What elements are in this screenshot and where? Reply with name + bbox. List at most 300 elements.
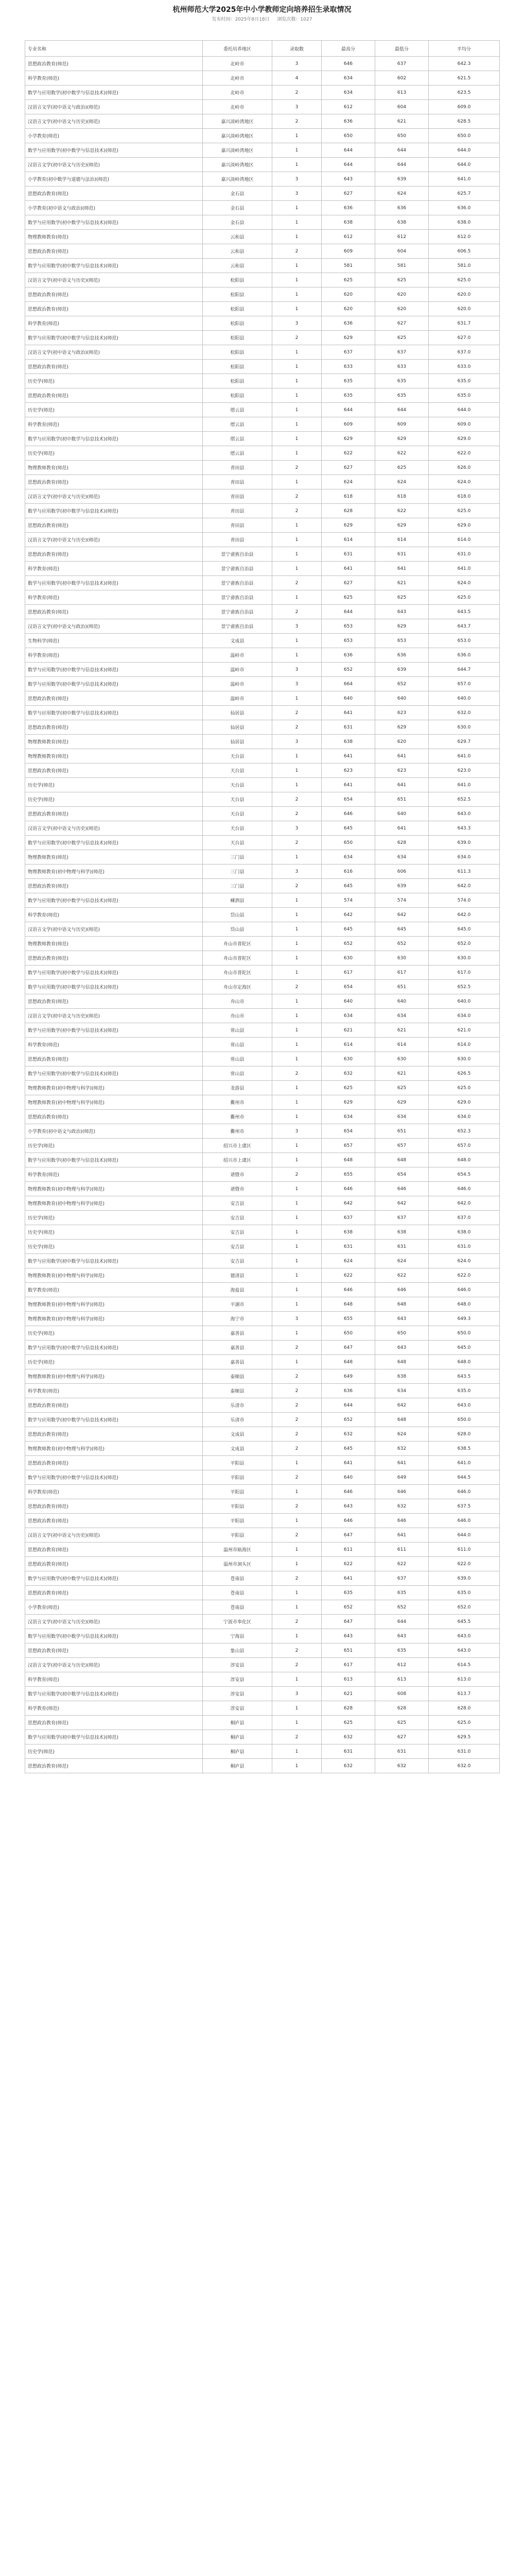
cell-plan: 1 xyxy=(272,475,322,489)
cell-max: 636 xyxy=(322,1384,375,1398)
cell-min: 634 xyxy=(375,850,429,865)
table-row xyxy=(25,1485,500,1499)
cell-max: 614 xyxy=(322,533,375,547)
cell-plan: 1 xyxy=(272,590,322,605)
cell-province: 松阳县 xyxy=(203,374,272,388)
cell-plan: 3 xyxy=(272,663,322,677)
cell-major: 思想政治教育(师范) xyxy=(25,287,203,302)
cell-avg: 652.5 xyxy=(429,980,500,994)
cell-plan: 1 xyxy=(272,1543,322,1557)
table-row xyxy=(25,778,500,792)
cell-province: 温岭市 xyxy=(203,648,272,663)
table-row xyxy=(25,1629,500,1643)
cell-plan: 1 xyxy=(272,749,322,764)
cell-avg: 625.0 xyxy=(429,590,500,605)
cell-max: 609 xyxy=(322,417,375,432)
cell-plan: 1 xyxy=(272,778,322,792)
cell-province: 舟山市 xyxy=(203,994,272,1009)
cell-province: 文成县 xyxy=(203,1427,272,1442)
cell-avg: 657.0 xyxy=(429,677,500,691)
cell-max: 636 xyxy=(322,316,375,331)
cell-province: 嘉兴淡岭湾地区 xyxy=(203,172,272,187)
cell-major: 汉语言文学(初中语文与政治)(师范) xyxy=(25,100,203,114)
cell-major: 数学与应用数学(初中数学与信息技术)(师范) xyxy=(25,663,203,677)
cell-max: 635 xyxy=(322,388,375,403)
table-row xyxy=(25,504,500,518)
cell-plan: 2 xyxy=(272,1615,322,1629)
cell-province: 三门县 xyxy=(203,879,272,893)
cell-min: 624 xyxy=(375,1254,429,1268)
cell-max: 652 xyxy=(322,1413,375,1427)
cell-province: 仙居县 xyxy=(203,735,272,749)
cell-avg: 574.0 xyxy=(429,893,500,908)
cell-avg: 625.0 xyxy=(429,1716,500,1730)
cell-province: 北岭市 xyxy=(203,71,272,86)
cell-min: 621 xyxy=(375,576,429,590)
table-row xyxy=(25,187,500,201)
cell-max: 654 xyxy=(322,980,375,994)
cell-max: 646 xyxy=(322,1485,375,1499)
cell-major: 汉语言文学(初中语文与历史)(师范) xyxy=(25,158,203,172)
cell-max: 641 xyxy=(322,562,375,576)
cell-min: 620 xyxy=(375,302,429,316)
cell-province: 绍兴市上虞区 xyxy=(203,1139,272,1153)
cell-avg: 614.0 xyxy=(429,1038,500,1052)
table-row xyxy=(25,994,500,1009)
table-row xyxy=(25,432,500,446)
cell-avg: 652.5 xyxy=(429,792,500,807)
cell-min: 644 xyxy=(375,158,429,172)
cell-avg: 643.5 xyxy=(429,605,500,619)
cell-max: 574 xyxy=(322,893,375,908)
cell-major: 数学与应用数学(初中数学与信息技术)(师范) xyxy=(25,432,203,446)
cell-major: 物理教师教育(初中物理与科学)(师范) xyxy=(25,1442,203,1456)
cell-max: 618 xyxy=(322,489,375,504)
cell-plan: 2 xyxy=(272,1369,322,1384)
cell-max: 630 xyxy=(322,1052,375,1066)
cell-max: 631 xyxy=(322,1744,375,1759)
cell-avg: 631.0 xyxy=(429,1240,500,1254)
cell-min: 623 xyxy=(375,706,429,720)
cell-min: 641 xyxy=(375,778,429,792)
cell-province: 淳安县 xyxy=(203,1658,272,1672)
cell-max: 636 xyxy=(322,201,375,215)
table-row xyxy=(25,1240,500,1254)
table-row xyxy=(25,922,500,937)
cell-province: 天台县 xyxy=(203,778,272,792)
cell-plan: 2 xyxy=(272,1730,322,1744)
cell-plan: 2 xyxy=(272,114,322,129)
cell-plan: 2 xyxy=(272,244,322,259)
cell-major: 物理教师教育(师范) xyxy=(25,937,203,951)
cell-province: 天台县 xyxy=(203,807,272,821)
cell-province: 乐清市 xyxy=(203,1398,272,1413)
cell-major: 物理教师教育(初中物理与科学)(师范) xyxy=(25,1182,203,1196)
cell-min: 646 xyxy=(375,1485,429,1499)
cell-min: 635 xyxy=(375,374,429,388)
cell-avg: 612.0 xyxy=(429,230,500,244)
table-row xyxy=(25,1312,500,1326)
cell-avg: 648.0 xyxy=(429,1153,500,1167)
cell-min: 639 xyxy=(375,663,429,677)
cell-avg: 638.5 xyxy=(429,1442,500,1456)
table-body xyxy=(25,57,500,1773)
cell-major: 科学教育(师范) xyxy=(25,1485,203,1499)
cell-max: 616 xyxy=(322,865,375,879)
cell-plan: 1 xyxy=(272,764,322,778)
cell-province: 文成县 xyxy=(203,634,272,648)
cell-min: 643 xyxy=(375,605,429,619)
cell-province: 常山县 xyxy=(203,1052,272,1066)
cell-major: 数学与应用数学(初中数学与信息技术)(师范) xyxy=(25,677,203,691)
cell-avg: 614.0 xyxy=(429,533,500,547)
cell-max: 632 xyxy=(322,1730,375,1744)
cell-major: 数学与应用数学(初中数学与信息技术)(师范) xyxy=(25,576,203,590)
cell-min: 627 xyxy=(375,316,429,331)
table-row xyxy=(25,965,500,980)
table-row xyxy=(25,1341,500,1355)
cell-max: 625 xyxy=(322,273,375,287)
cell-plan: 1 xyxy=(272,922,322,937)
cell-max: 628 xyxy=(322,504,375,518)
cell-province: 乐清市 xyxy=(203,1413,272,1427)
cell-province: 青田县 xyxy=(203,489,272,504)
cell-province: 海宁市 xyxy=(203,1312,272,1326)
cell-max: 628 xyxy=(322,1701,375,1716)
cell-major: 思想政治教育(师范) xyxy=(25,764,203,778)
cell-plan: 1 xyxy=(272,1240,322,1254)
cell-min: 637 xyxy=(375,1571,429,1586)
table-row xyxy=(25,1716,500,1730)
cell-major: 汉语言文学(初中语文与历史)(师范) xyxy=(25,273,203,287)
cell-avg: 636.0 xyxy=(429,648,500,663)
cell-max: 643 xyxy=(322,1629,375,1643)
cell-province: 象山县 xyxy=(203,1643,272,1658)
cell-major: 思想政治教育(师范) xyxy=(25,1427,203,1442)
cell-plan: 1 xyxy=(272,1629,322,1643)
cell-plan: 1 xyxy=(272,143,322,158)
cell-avg: 641.0 xyxy=(429,1456,500,1470)
table-row xyxy=(25,1543,500,1557)
cell-plan: 1 xyxy=(272,1326,322,1341)
cell-province: 仙居县 xyxy=(203,706,272,720)
cell-avg: 642.3 xyxy=(429,57,500,71)
cell-avg: 652.0 xyxy=(429,1600,500,1615)
cell-avg: 627.0 xyxy=(429,331,500,345)
cell-province: 松阳县 xyxy=(203,331,272,345)
cell-province: 嘉善县 xyxy=(203,1326,272,1341)
table-row xyxy=(25,316,500,331)
cell-province: 青田县 xyxy=(203,461,272,475)
cell-province: 嘉兴淡岭湾地区 xyxy=(203,158,272,172)
cell-max: 634 xyxy=(322,1009,375,1023)
cell-max: 632 xyxy=(322,1427,375,1442)
cell-max: 654 xyxy=(322,1124,375,1139)
cell-max: 655 xyxy=(322,1312,375,1326)
cell-avg: 646.0 xyxy=(429,1182,500,1196)
cell-min: 632 xyxy=(375,1759,429,1773)
table-row xyxy=(25,302,500,316)
cell-major: 数学与应用数学(初中数学与信息技术)(师范) xyxy=(25,1254,203,1268)
cell-avg: 634.0 xyxy=(429,1009,500,1023)
cell-min: 614 xyxy=(375,533,429,547)
table-row xyxy=(25,1658,500,1672)
cell-max: 640 xyxy=(322,1470,375,1485)
cell-major: 思想政治教育(师范) xyxy=(25,605,203,619)
cell-major: 思想政治教育(师范) xyxy=(25,1586,203,1600)
cell-plan: 3 xyxy=(272,57,322,71)
cell-min: 649 xyxy=(375,1470,429,1485)
table-row xyxy=(25,201,500,215)
cell-min: 642 xyxy=(375,1398,429,1413)
cell-min: 625 xyxy=(375,1716,429,1730)
cell-major: 思想政治教育(师范) xyxy=(25,1398,203,1413)
cell-avg: 644.0 xyxy=(429,143,500,158)
cell-major: 物理教师教育(师范) xyxy=(25,749,203,764)
cell-major: 思想政治教育(师范) xyxy=(25,1759,203,1773)
cell-major: 汉语言文学(初中语文与历史)(师范) xyxy=(25,489,203,504)
cell-max: 627 xyxy=(322,187,375,201)
cell-max: 644 xyxy=(322,143,375,158)
cell-min: 621 xyxy=(375,114,429,129)
cell-plan: 2 xyxy=(272,1398,322,1413)
cell-plan: 1 xyxy=(272,1052,322,1066)
cell-province: 景宁畲族自治县 xyxy=(203,562,272,576)
cell-max: 644 xyxy=(322,158,375,172)
cell-major: 数学与应用数学(初中数学与信息技术)(师范) xyxy=(25,143,203,158)
cell-plan: 1 xyxy=(272,1009,322,1023)
cell-plan: 1 xyxy=(272,259,322,273)
cell-plan: 1 xyxy=(272,965,322,980)
table-row xyxy=(25,807,500,821)
view-count: 浏览次数：1027 xyxy=(277,17,312,22)
publish-meta xyxy=(0,15,524,23)
cell-min: 631 xyxy=(375,547,429,562)
cell-avg: 643.0 xyxy=(429,1398,500,1413)
cell-max: 641 xyxy=(322,1456,375,1470)
cell-plan: 2 xyxy=(272,980,322,994)
cell-avg: 624.0 xyxy=(429,576,500,590)
cell-max: 644 xyxy=(322,403,375,417)
cell-plan: 1 xyxy=(272,374,322,388)
cell-min: 634 xyxy=(375,1110,429,1124)
cell-avg: 644.5 xyxy=(429,1470,500,1485)
cell-max: 652 xyxy=(322,937,375,951)
cell-province: 舟山市普陀区 xyxy=(203,965,272,980)
cell-min: 654 xyxy=(375,1167,429,1182)
cell-major: 科学教育(师范) xyxy=(25,908,203,922)
cell-plan: 2 xyxy=(272,1528,322,1543)
cell-province: 衢州市 xyxy=(203,1124,272,1139)
cell-min: 613 xyxy=(375,86,429,100)
cell-min: 642 xyxy=(375,1196,429,1211)
table-row xyxy=(25,100,500,114)
table-row xyxy=(25,749,500,764)
page-title: 杭州师范大学2025年中小学教师定向培养招生录取情况 xyxy=(172,6,352,14)
cell-plan: 2 xyxy=(272,86,322,100)
cell-avg: 640.0 xyxy=(429,691,500,706)
cell-avg: 637.0 xyxy=(429,1211,500,1225)
cell-major: 思想政治教育(师范) xyxy=(25,1543,203,1557)
cell-province: 宁波市奉化区 xyxy=(203,1615,272,1629)
cell-avg: 635.0 xyxy=(429,1384,500,1398)
cell-avg: 628.0 xyxy=(429,1701,500,1716)
cell-min: 625 xyxy=(375,461,429,475)
cell-avg: 642.0 xyxy=(429,908,500,922)
cell-major: 数学教育(师范) xyxy=(25,1283,203,1297)
cell-major: 数学与应用数学(初中数学与信息技术)(师范) xyxy=(25,965,203,980)
cell-max: 629 xyxy=(322,518,375,533)
cell-min: 640 xyxy=(375,807,429,821)
cell-avg: 648.0 xyxy=(429,1355,500,1369)
cell-min: 625 xyxy=(375,590,429,605)
cell-avg: 644.7 xyxy=(429,663,500,677)
cell-major: 科学教育(师范) xyxy=(25,1038,203,1052)
cell-plan: 1 xyxy=(272,533,322,547)
cell-major: 物理教师教育(师范) xyxy=(25,735,203,749)
cell-province: 景宁畲族自治县 xyxy=(203,576,272,590)
cell-avg: 654.5 xyxy=(429,1167,500,1182)
cell-avg: 631.0 xyxy=(429,1744,500,1759)
cell-major: 历史学(师范) xyxy=(25,403,203,417)
cell-plan: 3 xyxy=(272,1687,322,1701)
cell-province: 舟山市 xyxy=(203,1009,272,1023)
cell-max: 646 xyxy=(322,1182,375,1196)
table-row xyxy=(25,1398,500,1413)
cell-max: 645 xyxy=(322,879,375,893)
cell-province: 嘉兴淡岭湾地区 xyxy=(203,129,272,143)
cell-province: 温岭市 xyxy=(203,691,272,706)
cell-min: 646 xyxy=(375,1283,429,1297)
cell-max: 638 xyxy=(322,735,375,749)
cell-max: 664 xyxy=(322,677,375,691)
cell-avg: 620.0 xyxy=(429,287,500,302)
cell-min: 650 xyxy=(375,129,429,143)
table-row xyxy=(25,1254,500,1268)
cell-min: 637 xyxy=(375,345,429,360)
cell-plan: 1 xyxy=(272,1586,322,1600)
cell-major: 汉语言文学(初中语文与历史)(师范) xyxy=(25,922,203,937)
cell-province: 北岭市 xyxy=(203,86,272,100)
cell-major: 科学教育(师范) xyxy=(25,1384,203,1398)
cell-avg: 636.0 xyxy=(429,201,500,215)
cell-major: 思想政治教育(师范) xyxy=(25,879,203,893)
cell-avg: 643.0 xyxy=(429,1629,500,1643)
cell-province: 松阳县 xyxy=(203,302,272,316)
table-row xyxy=(25,879,500,893)
cell-min: 638 xyxy=(375,1369,429,1384)
table-row xyxy=(25,1023,500,1038)
cell-plan: 1 xyxy=(272,230,322,244)
cell-major: 汉语言文学(初中语文与历史)(师范) xyxy=(25,1658,203,1672)
cell-province: 苍南县 xyxy=(203,1600,272,1615)
table-row xyxy=(25,388,500,403)
cell-plan: 3 xyxy=(272,1312,322,1326)
table-row xyxy=(25,850,500,865)
cell-min: 630 xyxy=(375,1052,429,1066)
cell-province: 缙云县 xyxy=(203,403,272,417)
table-row xyxy=(25,1571,500,1586)
cell-avg: 644.0 xyxy=(429,158,500,172)
cell-min: 625 xyxy=(375,331,429,345)
cell-major: 数学与应用数学(初中数学与信息技术)(师范) xyxy=(25,259,203,273)
cell-max: 637 xyxy=(322,1211,375,1225)
cell-min: 632 xyxy=(375,1442,429,1456)
cell-max: 631 xyxy=(322,720,375,735)
cell-avg: 641.0 xyxy=(429,562,500,576)
cell-province: 青田县 xyxy=(203,475,272,489)
table-row xyxy=(25,1196,500,1211)
cell-plan: 1 xyxy=(272,1196,322,1211)
cell-avg: 622.0 xyxy=(429,446,500,461)
cell-min: 606 xyxy=(375,865,429,879)
cell-province: 文成县 xyxy=(203,1442,272,1456)
cell-plan: 1 xyxy=(272,1254,322,1268)
table-row xyxy=(25,1009,500,1023)
cell-major: 数学与应用数学(初中数学与信息技术)(师范) xyxy=(25,1341,203,1355)
cell-province: 景宁畲族自治县 xyxy=(203,619,272,634)
cell-avg: 650.0 xyxy=(429,1413,500,1427)
admission-table-wrapper xyxy=(25,40,499,1773)
cell-province: 岱山县 xyxy=(203,908,272,922)
cell-avg: 645.0 xyxy=(429,922,500,937)
cell-avg: 629.0 xyxy=(429,1095,500,1110)
cell-min: 648 xyxy=(375,1297,429,1312)
cell-province: 北岭市 xyxy=(203,100,272,114)
cell-max: 634 xyxy=(322,1110,375,1124)
cell-major: 思想政治教育(师范) xyxy=(25,388,203,403)
cell-province: 桐庐县 xyxy=(203,1759,272,1773)
cell-min: 657 xyxy=(375,1139,429,1153)
cell-major: 科学教育(师范) xyxy=(25,316,203,331)
cell-max: 647 xyxy=(322,1528,375,1543)
cell-province: 泰顺县 xyxy=(203,1369,272,1384)
cell-major: 汉语言文学(初中语文与历史)(师范) xyxy=(25,533,203,547)
cell-avg: 642.0 xyxy=(429,879,500,893)
cell-min: 651 xyxy=(375,1124,429,1139)
cell-major: 思想政治教育(师范) xyxy=(25,951,203,965)
cell-max: 625 xyxy=(322,1716,375,1730)
cell-province: 桐庐县 xyxy=(203,1716,272,1730)
cell-max: 625 xyxy=(322,590,375,605)
table-row xyxy=(25,1744,500,1759)
table-row xyxy=(25,129,500,143)
cell-min: 629 xyxy=(375,432,429,446)
cell-plan: 1 xyxy=(272,302,322,316)
cell-avg: 643.5 xyxy=(429,1369,500,1384)
cell-province: 三门县 xyxy=(203,850,272,865)
table-row xyxy=(25,1514,500,1528)
cell-avg: 606.5 xyxy=(429,244,500,259)
cell-avg: 629.0 xyxy=(429,432,500,446)
cell-min: 650 xyxy=(375,1326,429,1341)
cell-avg: 635.0 xyxy=(429,1586,500,1600)
cell-min: 624 xyxy=(375,187,429,201)
cell-min: 652 xyxy=(375,1600,429,1615)
table-row xyxy=(25,1182,500,1196)
cell-major: 汉语言文学(初中语文与政治)(师范) xyxy=(25,345,203,360)
cell-min: 620 xyxy=(375,287,429,302)
cell-plan: 1 xyxy=(272,1600,322,1615)
cell-major: 思想政治教育(师范) xyxy=(25,1557,203,1571)
table-row xyxy=(25,605,500,619)
cell-avg: 634.0 xyxy=(429,1110,500,1124)
table-row xyxy=(25,1672,500,1687)
cell-min: 651 xyxy=(375,980,429,994)
table-row xyxy=(25,1283,500,1297)
cell-avg: 614.5 xyxy=(429,1658,500,1672)
cell-max: 617 xyxy=(322,1658,375,1672)
